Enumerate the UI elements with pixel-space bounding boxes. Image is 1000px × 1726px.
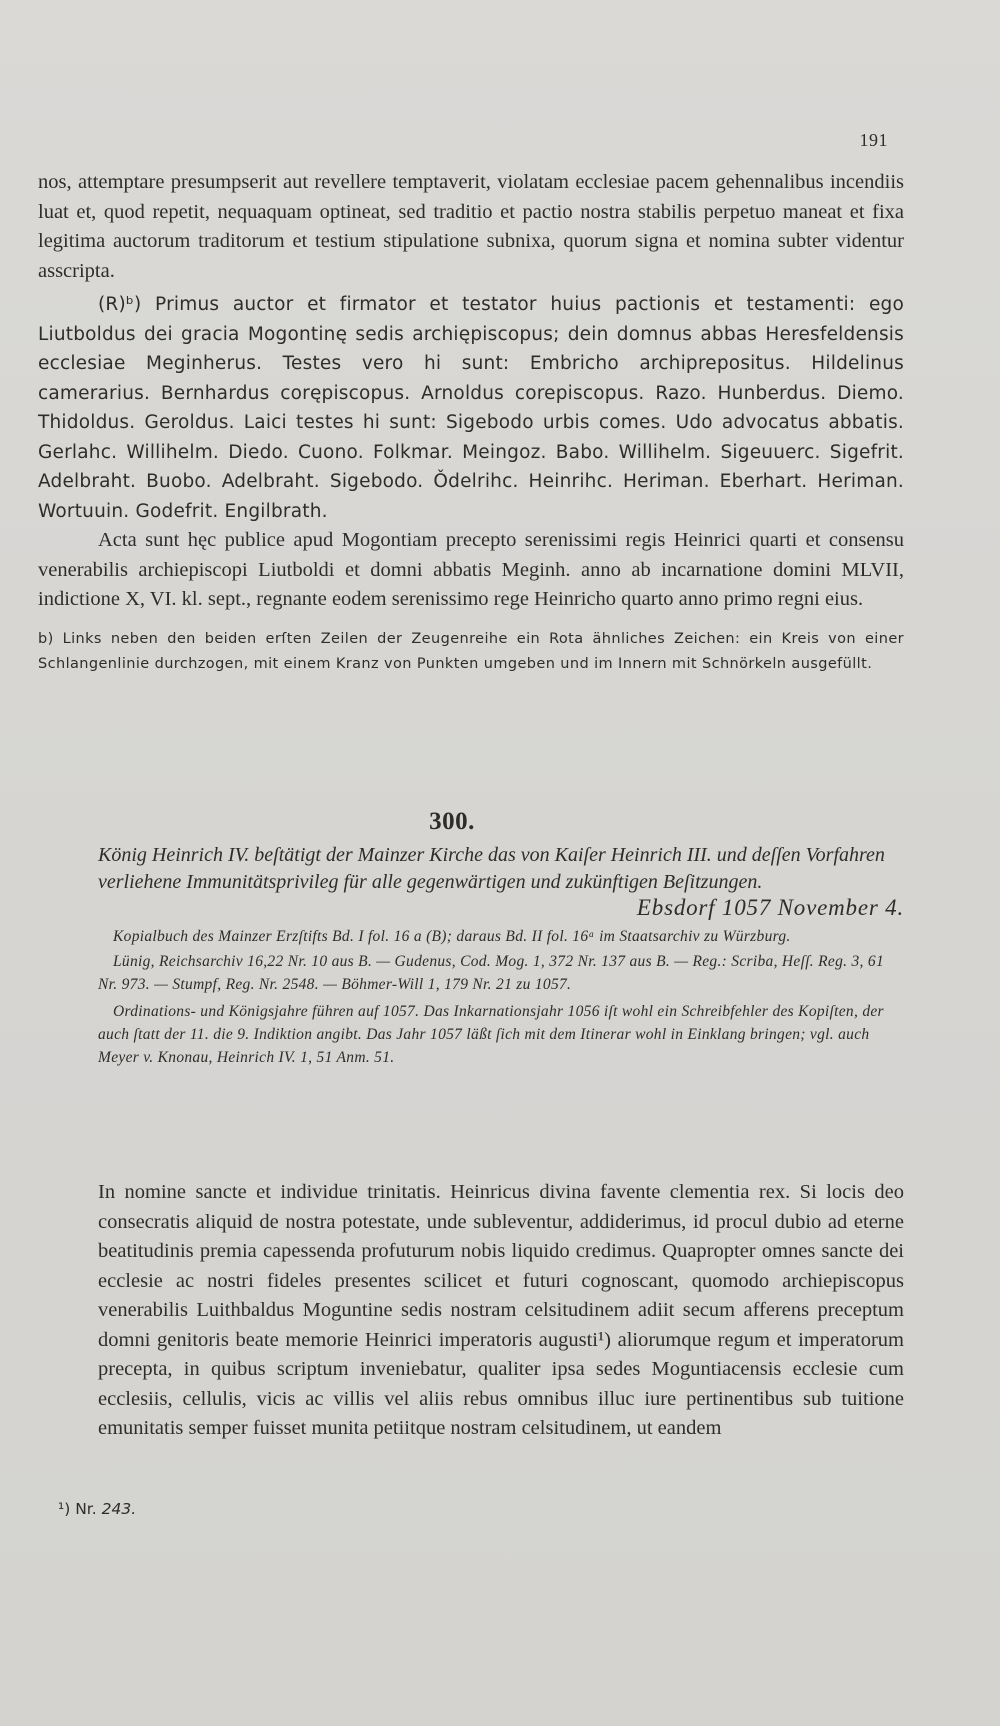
previous-document-text <box>38 168 904 691</box>
place-date: Ebsdorf 1057 November 4. <box>636 895 904 920</box>
document-body <box>98 1178 904 1444</box>
source-notes <box>98 925 904 1069</box>
body-text: In nomine sancte et individue trinitatis. Heinricus divina favente clementia rex. Si locis deo consecratis aliquid de nostra potestate, unde subleventur, addiderimus, id procul dubio ad eterne beatitudinis premia capessenda profuturum nobis liquido credimus. Quapropter omnes sancte dei ecclesie ac nostri fideles presentes scilicet et futuri cognoscant, quomodo archiepiscopus venerabilis Luithbaldus Moguntine sedis nostram celsitudinem adiit secum afferens preceptum domni genitoris beate memorie Heinrici imperatoris augusti¹) aliorumque regum et imperatorum precepta, in quibus scriptum inveniebatur, qualiter ipsa sedes Moguntiacensis ecclesie cum ecclesiis, cellulis, vicis ac villis vel aliis rebus omnibus illuc iure pertinentibus sub tuitione emunitatis semper fuisset munita petiitque nostram celsitudinem, ut eandem <box>98 1181 904 1439</box>
source-dating: Ordinations- und Königsjahre führen auf 1057. Das Inkarnationsjahr 1056 iſt wohl ein Schreibfehler des Kopiſten, der auch ſtatt der 11. die 9. Indiktion angibt. Das Jahr 1057 läßt ſich mit dem Itinerar wohl in Einklang bringen; vgl. auch Meyer v. Knonau, Heinrich IV. 1, 51 Anm. 51. <box>98 1003 884 1066</box>
footnote-1 <box>58 1500 136 1518</box>
document-number: 300. <box>429 808 475 835</box>
document-heading <box>98 842 904 921</box>
page-number: 191 <box>859 130 888 150</box>
heading-text: König Heinrich IV. beſtätigt der Mainzer Kirche das von Kaiſer Heinrich III. und deſſen Vorfahren verliehene Immunitätsprivileg für alle gegenwärtigen und zukünftigen Beſitzungen. <box>98 844 885 893</box>
paragraph-acta: Acta sunt hęc publice apud Mogontiam precepto serenissimi regis Heinrici quarti et consensu venerabilis archiepiscopi Liutboldi et domni abbatis Meginh. anno ab incarnatione domini MLVII, indictione X, VI. kl. sept., regnante eodem serenissimo rege Heinricho quarto anno primo regni eius. <box>38 529 904 610</box>
footnote-1-number: 243. <box>101 1500 137 1518</box>
source-editions: Lünig, Reichsarchiv 16,22 Nr. 10 aus B. — Gudenus, Cod. Mog. 1, 372 Nr. 137 aus B. — Reg.: Scriba, Heſſ. Reg. 3, 61 Nr. 973. — Stumpf, Reg. Nr. 2548. — Böhmer-Will 1, 179 Nr. 21 zu 1057. <box>98 953 884 993</box>
footnote-1-marker: ¹) Nr. <box>58 1500 97 1518</box>
source-manuscript: Kopialbuch des Mainzer Erzſtifts Bd. I fol. 16 a (B); daraus Bd. II fol. 16ᵃ im Staatsarchiv zu Würzburg. <box>113 928 791 945</box>
paragraph-witnesses: (R)ᵇ) Primus auctor et firmator et testator huius pactionis et testamenti: ego Liutboldus dei gracia Mogontinę sedis archiępiscopus; dein domnus abbas Heresfeldensis ecclesiae Meginherus. Testes vero hi sunt: Embricho archiprepositus. Hildelinus camerarius. Bernhardus corępiscopus. Arnoldus corepiscopus. Razo. Hunberdus. Diemo. Thidoldus. Geroldus. Laici testes hi sunt: Sigebodo urbis comes. Udo advocatus abbatis. Gerlahc. Willihelm. Diedo. Cuono. Folkmar. Meingoz. Babo. Willihelm. Sigeuuerc. Sigefrit. Adelbraht. Buobo. Adelbraht. Sigebodo. Ǒdelrihc. Heinrihc. Heriman. Eberhart. Heriman. Wortuuin. Godefrit. Engilbrath. <box>38 294 904 522</box>
footnote-b: b) Links neben den beiden erſten Zeilen der Zeugenreihe ein Rota ähnliches Zeichen: ein Kreis von einer Schlangenlinie durchzogen, mit einem Kranz von Punkten umgeben und im Innern mit Schnörkeln ausgefüllt. <box>38 630 904 672</box>
paragraph-sanction: nos, attemptare presumpserit aut revellere temptaverit, violatam ecclesiae pacem gehennalibus incendiis luat et, quod repetit, nequaquam optineat, sed traditio et pactio nostra stabilis perpetuo maneat et fixa legitima auctorum traditorum et testium stipulatione subnixa, quorum signa et nomina subter videntur asscripta. <box>38 171 904 282</box>
